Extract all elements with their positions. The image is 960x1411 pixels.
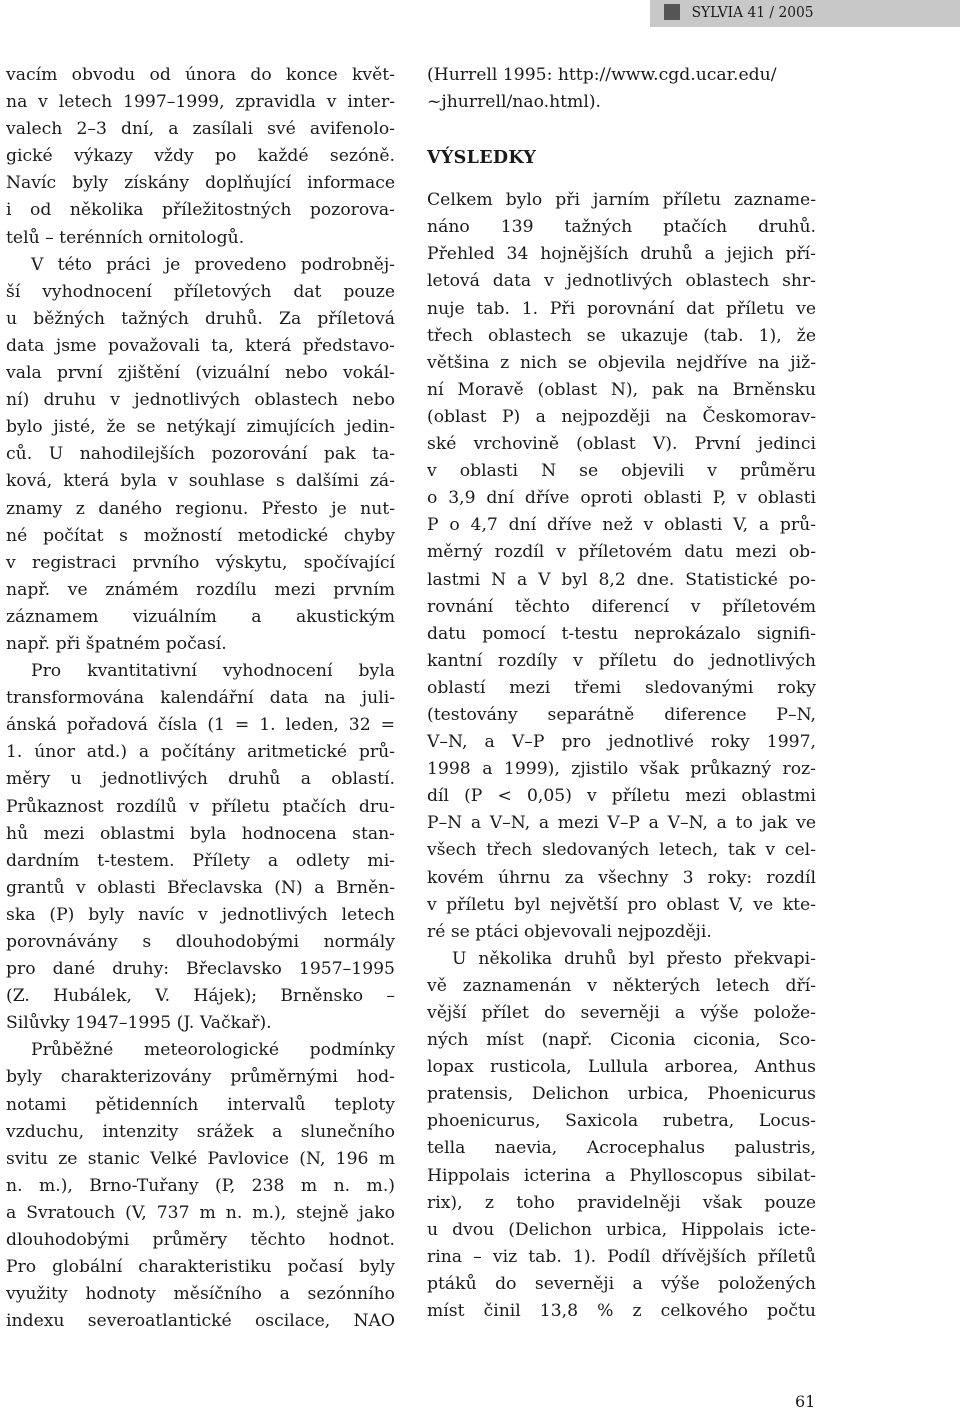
text-line: ných míst (např. Ciconia ciconia, Sco- bbox=[427, 1030, 816, 1051]
text-line: valech 2–3 dní, a zasílali své avifenolo- bbox=[6, 119, 395, 140]
text-line: míst činil 13,8 % z celkového počtu bbox=[427, 1301, 816, 1322]
text-line: U několika druhů byl přesto překvapi- bbox=[452, 948, 816, 969]
text-line: o 3,9 dní dříve oproti oblasti P, v oblasti bbox=[427, 488, 816, 509]
text-line: v registraci prvního výskytu, spočívající bbox=[6, 552, 395, 573]
text-line: Průběžné meteorologické podmínky bbox=[31, 1040, 395, 1061]
text-line: ců. U nahodilejších pozorování pak ta- bbox=[6, 444, 395, 465]
text-line: např. ve známém rozdílu mezi prvním bbox=[6, 579, 395, 600]
text-line: lopax rusticola, Lullula arborea, Anthus bbox=[427, 1057, 816, 1078]
text-line: ní) druhu v jednotlivých oblastech nebo bbox=[6, 390, 395, 411]
text-line: třech oblastech se ukazuje (tab. 1), že bbox=[427, 325, 816, 346]
text-line: vzduchu, intenzity srážek a slunečního bbox=[6, 1121, 395, 1142]
journal-title bbox=[692, 3, 814, 21]
text-line: využity hodnoty měsíčního a sezónního bbox=[6, 1284, 395, 1305]
text-line: phoenicurus, Saxicola rubetra, Locus- bbox=[427, 1111, 816, 1132]
text-line: ní Moravě (oblast N), pak na Brněnsku bbox=[427, 379, 816, 400]
right-column bbox=[427, 62, 816, 1325]
text-line: vě zaznamenán v některých letech dří- bbox=[427, 975, 816, 996]
page-number: 61 bbox=[795, 1392, 816, 1411]
text-line: n. m.), Brno-Tuřany (P, 238 m n. m.) bbox=[6, 1175, 395, 1196]
text-line: P o 4,7 dní dříve než v oblasti V, a prů- bbox=[427, 515, 816, 536]
text-line: telů – terénních ornitologů. bbox=[6, 227, 245, 248]
journal-title-text: SYLVIA 41 / 2005 bbox=[692, 3, 814, 21]
text-line: měrný rozdíl v příletovém datu mezi ob- bbox=[427, 542, 816, 563]
text-line: dardním t-testem. Přílety a odlety mi- bbox=[6, 850, 395, 871]
text-line: né počítat s možností metodické chyby bbox=[6, 525, 395, 546]
left-column bbox=[6, 62, 395, 1335]
text-line: všech třech sledovaných letech, tak v cel- bbox=[427, 840, 816, 861]
text-line: (Z. Hubálek, V. Hájek); Brněnsko – bbox=[6, 986, 395, 1007]
text-line: pratensis, Delichon urbica, Phoenicurus bbox=[427, 1084, 816, 1105]
text-line: dlouhodobými průměry těchto hodnot. bbox=[6, 1230, 395, 1251]
text-line: rina – viz tab. 1). Podíl dřívějších příletů bbox=[427, 1246, 816, 1267]
text-line: ska (P) byly navíc v jednotlivých letech bbox=[6, 904, 395, 925]
text-line: (Hurrell 1995: http://www.cgd.ucar.edu/ bbox=[427, 65, 777, 85]
text-line: záznamem vizuálním a akustickým bbox=[6, 606, 395, 627]
text-line: 1998 a 1999), zjistilo však průkazný roz- bbox=[427, 759, 816, 780]
text-line: ková, která byla v souhlase s dalšími zá- bbox=[6, 471, 395, 492]
text-line: tella naevia, Acrocephalus palustris, bbox=[427, 1138, 816, 1159]
text-line: většina z nich se objevila nejdříve na již- bbox=[427, 352, 816, 373]
text-line: notami pětidenních intervalů teploty bbox=[6, 1094, 395, 1115]
text-line: transformována kalendářní data na juli- bbox=[6, 688, 395, 709]
text-line: v oblasti N se objevili v průměru bbox=[427, 461, 816, 482]
text-line: vacím obvodu od února do konce květ- bbox=[6, 65, 395, 85]
text-line: pro dané druhy: Břeclavsko 1957–1995 bbox=[6, 959, 395, 980]
text-line: svitu ze stanic Velké Pavlovice (N, 196 m bbox=[6, 1148, 395, 1169]
text-line: v příletu byl největší pro oblast V, ve kte- bbox=[427, 894, 816, 915]
text-line: vější přílet do severněji a výše polože- bbox=[427, 1003, 816, 1023]
text-line: V této práci je provedeno podrobněj- bbox=[31, 254, 395, 275]
text-line: kovém úhrnu za všechny 3 roky: rozdíl bbox=[427, 867, 816, 888]
text-line: vala první zjištění (vizuální nebo vokál- bbox=[6, 363, 395, 384]
text-line: např. při špatném počasí. bbox=[6, 633, 227, 654]
text-line: oblastí mezi třemi sledovanými roky bbox=[427, 677, 816, 698]
text-line: Průkaznost rozdílů v příletu ptačích dru- bbox=[6, 796, 395, 817]
text-line: Pro globální charakteristiku počasí byly bbox=[6, 1257, 395, 1278]
text-line: indexu severoatlantické oscilace, NAO bbox=[6, 1311, 395, 1332]
text-line: ánská pořadová čísla (1 = 1. leden, 32 = bbox=[6, 715, 395, 736]
text-line: V–N, a V–P pro jednotlivé roky 1997, bbox=[427, 732, 816, 753]
text-line: letová data v jednotlivých oblastech shr- bbox=[427, 271, 816, 292]
text-line: nuje tab. 1. Při porovnání dat příletu ve bbox=[427, 298, 816, 319]
section-heading-results: VÝSLEDKY bbox=[427, 148, 537, 169]
text-line: (oblast P) a nejpozději na Českomorav- bbox=[427, 406, 816, 427]
text-line: bylo jisté, že se netýkají zimujících jedin- bbox=[6, 417, 395, 438]
text-line: data jsme považovali ta, která představo- bbox=[6, 335, 395, 356]
text-line: 1. únor atd.) a počítány aritmetické prů- bbox=[6, 742, 395, 763]
text-line: a Svratouch (V, 737 m n. m.), stejně jako bbox=[6, 1202, 395, 1223]
text-line: znamy z daného regionu. Přesto je nut- bbox=[6, 498, 395, 519]
text-line: Přehled 34 hojnějších druhů a jejich pří- bbox=[427, 244, 816, 265]
text-line: hů mezi oblastmi byla hodnocena stan- bbox=[6, 823, 395, 844]
text-line: ré se ptáci objevovali nejpozději. bbox=[427, 921, 712, 942]
url-reference bbox=[427, 62, 816, 116]
text-line: P–N a V–N, a mezi V–P a V–N, a to jak ve bbox=[427, 813, 816, 834]
text-line: kantní rozdíly v příletu do jednotlivých bbox=[427, 650, 816, 671]
text-line: díl (P < 0,05) v příletu mezi oblastmi bbox=[427, 786, 816, 807]
text-line: u dvou (Delichon urbica, Hippolais icte- bbox=[427, 1219, 816, 1240]
text-line: (testovány separátně diference P–N, bbox=[427, 704, 816, 725]
text-line: ší vyhodnocení příletových dat pouze bbox=[6, 281, 395, 302]
text-line: rix), z toho pravidelněji však pouze bbox=[427, 1192, 816, 1213]
text-line: ské vrchovině (oblast V). První jedinci bbox=[427, 434, 816, 455]
text-line: Pro kvantitativní vyhodnocení byla bbox=[31, 661, 395, 682]
results-text bbox=[427, 187, 816, 1325]
text-line: u běžných tažných druhů. Za příletová bbox=[6, 308, 395, 329]
text-line: ~jhurrell/nao.html). bbox=[427, 92, 602, 113]
text-line: měry u jednotlivých druhů a oblastí. bbox=[6, 769, 395, 790]
text-line: Celkem bylo při jarním příletu zazname- bbox=[427, 190, 816, 211]
text-line: lastmi N a V byl 8,2 dne. Statistické po- bbox=[427, 569, 816, 590]
text-line: grantů v oblasti Břeclavska (N) a Brněn- bbox=[6, 877, 395, 898]
text-line: porovnávány s dlouhodobými normály bbox=[6, 932, 395, 952]
text-line: náno 139 tažných ptačích druhů. bbox=[427, 217, 816, 238]
text-line: gické výkazy vždy po každé sezóně. bbox=[6, 146, 395, 167]
text-line: ptáků do severněji a výše položených bbox=[427, 1273, 816, 1294]
text-line: Silůvky 1947–1995 (J. Vačkař). bbox=[6, 1013, 272, 1034]
header-marker bbox=[664, 4, 680, 20]
text-line: datu pomocí t-testu neprokázalo signifi- bbox=[427, 623, 816, 644]
text-line: na v letech 1997–1999, zpravidla v inter- bbox=[6, 92, 395, 113]
text-line: Hippolais icterina a Phylloscopus sibilat- bbox=[427, 1165, 816, 1186]
text-line: Navíc byly získány doplňující informace bbox=[6, 173, 395, 194]
text-line: byly charakterizovány průměrnými hod- bbox=[6, 1067, 395, 1088]
text-line: rovnání těchto diferencí v příletovém bbox=[427, 596, 816, 617]
text-line: i od několika příležitostných pozorova- bbox=[6, 200, 395, 221]
